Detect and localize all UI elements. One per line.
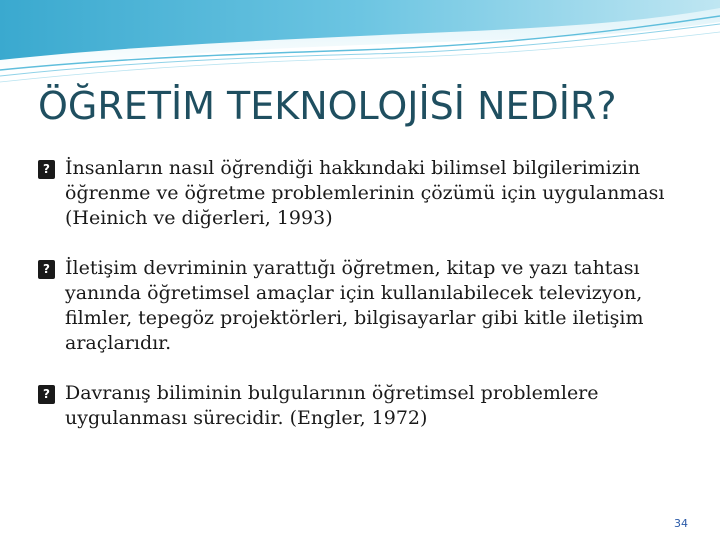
missing-glyph-bullet-icon bbox=[38, 160, 55, 179]
bullet-text: İletişim devriminin yarattığı öğretmen, kitap ve yazı tahtası yanında öğretimsel amaçlar için kullanılabilecek televizyon, filmler, tepegöz projektörleri, bilgisayarlar gibi kitle iletişim araçlarıdır. bbox=[65, 257, 644, 354]
missing-glyph-bullet-icon bbox=[38, 385, 55, 404]
bullet-text: Davranış biliminin bulgularının öğretimsel problemlere uygulanması sürecidir. (Engler, 1972) bbox=[65, 382, 599, 429]
bullet-list bbox=[38, 156, 688, 431]
page-number: 34 bbox=[674, 517, 688, 530]
header-wave-decoration bbox=[0, 0, 720, 90]
bullet-text: İnsanların nasıl öğrendiği hakkındaki bilimsel bilgilerimizin öğrenme ve öğretme problemlerinin çözümü için uygulanması (Heinich ve diğerleri, 1993) bbox=[65, 157, 665, 229]
bullet-item bbox=[38, 381, 688, 431]
missing-glyph-bullet-icon bbox=[38, 260, 55, 279]
bullet-item bbox=[38, 256, 688, 356]
slide-title: ÖĞRETİM TEKNOLOJİSİ NEDİR? bbox=[38, 84, 617, 128]
bullet-item bbox=[38, 156, 688, 231]
